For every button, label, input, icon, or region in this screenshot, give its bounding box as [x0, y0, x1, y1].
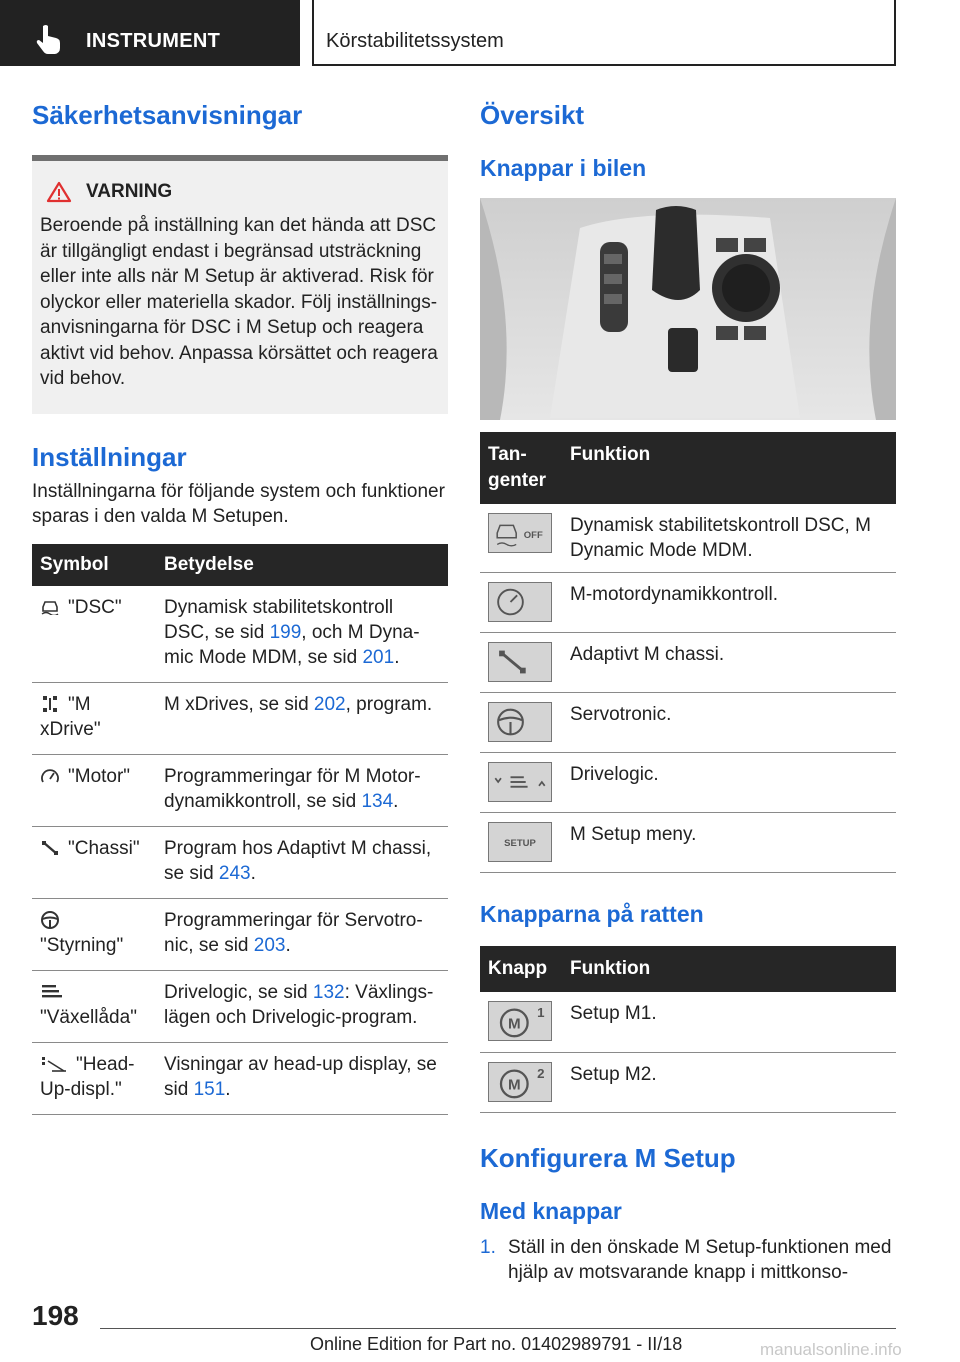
gauge-icon: [40, 767, 60, 785]
table-row: [480, 693, 896, 753]
function-header: Funktion: [562, 946, 896, 992]
svg-text:2: 2: [537, 1065, 545, 1081]
table-row: [480, 813, 896, 873]
symbol-label: "Head-Up-displ.": [40, 1053, 135, 1100]
page-reference-link[interactable]: 243: [218, 862, 251, 884]
chassis-icon: [40, 839, 60, 857]
center-console-photo: [480, 198, 896, 420]
section-label: INSTRUMENT: [86, 30, 221, 52]
head-up-icon: [40, 1055, 68, 1073]
console-buttons-table: [480, 432, 896, 873]
function-text: M Setup meny.: [562, 813, 896, 873]
buttons-title: Knappar i bilen: [480, 155, 647, 181]
function-text: Setup M2.: [562, 1052, 896, 1112]
topic-tab: [312, 0, 896, 66]
warning-header: [46, 181, 440, 203]
function-text: Dynamisk stabilitetskontroll DSC, M Dynamic Mode MDM.: [562, 504, 896, 573]
page-reference-link[interactable]: 199: [269, 621, 302, 643]
symbol-header: Symbol: [32, 544, 156, 586]
meaning-header: Betydelse: [156, 544, 448, 586]
xdrive-icon: [40, 695, 60, 713]
function-header: Funktion: [562, 432, 896, 504]
table-row: "Växellåda" Drivelogic, se sid 132: Växlings-lägen och Drivelogic-program.: [32, 970, 448, 1042]
function-text: M-motordynamikkontroll.: [562, 573, 896, 633]
page-header: [0, 0, 960, 66]
svg-text:M: M: [507, 1076, 521, 1094]
edition-text: Online Edition for Part no. 01402989791 - II/18: [310, 1334, 683, 1354]
settings-title: Inställningar: [32, 441, 187, 472]
symbol-table: [32, 544, 448, 1115]
engine-dynamics-button-icon: [488, 582, 552, 622]
svg-text:1: 1: [537, 1005, 545, 1021]
overview-title: Översikt: [480, 100, 585, 130]
steps-list: [480, 1235, 896, 1286]
function-text: Adaptivt M chassi.: [562, 633, 896, 693]
table-row: [480, 573, 896, 633]
list-item: 1. Ställ in den önskade M Setup-funktionen med hjälp av motsvarande knapp i mittkonso-: [480, 1236, 892, 1283]
table-row: "Chassi" Program hos Adaptivt M chassi, se sid 243.: [32, 826, 448, 898]
table-row: [480, 992, 896, 1052]
page-number: 198: [32, 1300, 79, 1331]
warning-text: Beroende på inställning kan det hända att DSC är tillgängligt endast i begränsad utsträckning eller inte alls när M Setup är aktiverad. Risk för olyckor eller materiella skador. Följ inställnings-anvisningarna för DSC i M Setup och reagera aktivt vid behov. Anpassa körsättet och reagera vid behov.: [40, 215, 438, 389]
table-row: "M xDrive" M xDrives, se sid 202, program.: [32, 682, 448, 754]
symbol-label: "M xDrive": [40, 693, 101, 740]
settings-intro: Inställningarna för följande system och funktioner sparas i den valda M Setupen.: [32, 480, 445, 527]
servotronic-button-icon: [488, 702, 552, 742]
with-buttons-title: Med knappar: [480, 1197, 622, 1224]
section-tab: [0, 0, 300, 66]
symbol-label: "DSC": [68, 596, 122, 618]
button-header: Knapp: [480, 946, 562, 992]
table-row: "Motor" Programmeringar för M Motor-dynamikkontroll, se sid 134.: [32, 754, 448, 826]
left-column: [32, 100, 448, 1115]
gearbox-icon: [40, 982, 62, 1002]
topic-label: Körstabilitetssystem: [326, 30, 504, 52]
hand-pointer-icon: [36, 24, 62, 54]
dsc-car-icon: [40, 599, 60, 615]
footer-divider: [100, 1328, 896, 1329]
steering-wheel-icon: [40, 910, 60, 930]
setup-button-icon: [488, 822, 552, 862]
steering-buttons-title: Knapparna på ratten: [480, 901, 704, 927]
page-reference-link[interactable]: 134: [361, 790, 394, 812]
svg-text:SETUP: SETUP: [504, 837, 536, 849]
drivelogic-button-icon: [488, 762, 552, 802]
page-reference-link[interactable]: 202: [313, 693, 346, 715]
table-row: "Head-Up-displ." Visningar av head-up display, se sid 151.: [32, 1042, 448, 1114]
svg-text:M: M: [507, 1015, 521, 1033]
safety-title: Säkerhetsanvisningar: [32, 100, 303, 130]
function-text: Drivelogic.: [562, 753, 896, 813]
m2-button-icon: [488, 1062, 552, 1102]
warning-title: VARNING: [86, 181, 173, 202]
configure-title: Konfigurera M Setup: [480, 1142, 736, 1173]
table-row: [480, 504, 896, 573]
m1-button-icon: [488, 1001, 552, 1041]
table-row: "DSC" Dynamisk stabilitetskontroll DSC, se sid 199, och M Dyna-mic Mode MDM, se sid 201.: [32, 586, 448, 683]
page-reference-link[interactable]: 132: [312, 981, 345, 1003]
symbol-label: "Motor": [68, 765, 131, 787]
svg-text:OFF: OFF: [523, 529, 543, 541]
function-text: Setup M1.: [562, 992, 896, 1052]
dsc-off-button-icon: [488, 513, 552, 553]
right-column: [480, 100, 896, 1286]
keys-header: Tan-genter: [480, 432, 562, 504]
warning-box: [32, 155, 448, 414]
table-row: [480, 753, 896, 813]
warning-triangle-icon: [46, 181, 72, 203]
symbol-label: "Chassi": [68, 837, 140, 859]
table-row: [480, 1052, 896, 1112]
page-reference-link[interactable]: 203: [253, 934, 286, 956]
watermark: manualsonline.info: [760, 1340, 902, 1359]
symbol-label: "Växellåda": [40, 1006, 137, 1028]
function-text: Servotronic.: [562, 693, 896, 753]
chassis-button-icon: [488, 642, 552, 682]
symbol-label: "Styrning": [40, 934, 124, 956]
steering-buttons-table: [480, 946, 896, 1113]
page-reference-link[interactable]: 201: [362, 646, 395, 668]
page-reference-link[interactable]: 151: [193, 1078, 226, 1100]
table-row: [480, 633, 896, 693]
table-row: "Styrning" Programmeringar för Servotro-nic, se sid 203.: [32, 898, 448, 970]
